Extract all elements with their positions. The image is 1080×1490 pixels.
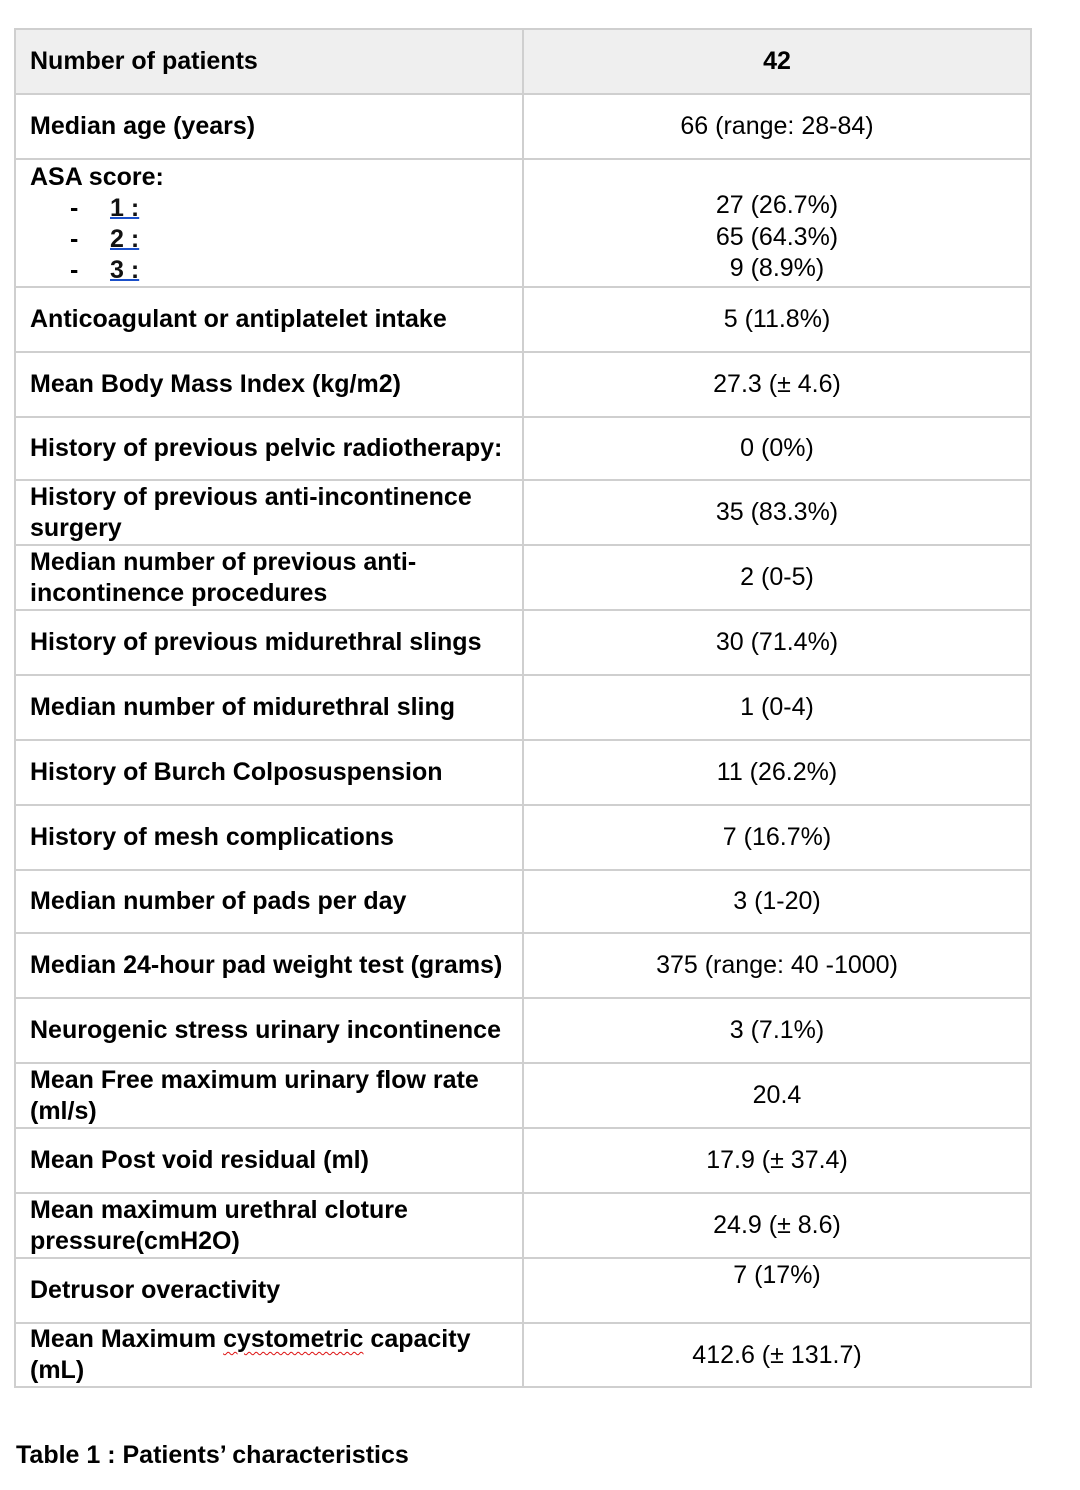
row-label: Mean maximum urethral cloture pressure(cmH2O): [15, 1193, 523, 1258]
row-value: 1 (0-4): [523, 675, 1031, 740]
asa-item: [30, 193, 508, 224]
row-label: Median number of previous anti-incontinence procedures: [15, 545, 523, 610]
row-label: Median 24-hour pad weight test (grams): [15, 933, 523, 998]
row-value: 30 (71.4%): [523, 610, 1031, 675]
row-label-part: capacity (mL): [30, 1325, 471, 1384]
table-row: [15, 933, 1031, 998]
row-label: History of mesh complications: [15, 805, 523, 870]
table-header-row: [15, 29, 1031, 94]
header-label: Number of patients: [15, 29, 523, 94]
asa-item-3-value: 9 (8.9%): [729, 254, 825, 282]
row-label: Median age (years): [15, 94, 523, 159]
row-label: Anticoagulant or antiplatelet intake: [15, 287, 523, 352]
table-row: [15, 610, 1031, 675]
table-row: [15, 998, 1031, 1063]
asa-item-1-label[interactable]: 1 :: [110, 194, 140, 222]
asa-item: [30, 255, 508, 286]
patient-characteristics-table: [14, 28, 1032, 1388]
asa-item-1-value: 27 (26.7%): [715, 191, 839, 219]
spellcheck-word: cystometric: [223, 1325, 364, 1353]
row-label: History of previous pelvic radiotherapy:: [15, 417, 523, 480]
row-value: 3 (1-20): [523, 870, 1031, 933]
asa-item: [30, 224, 508, 255]
table-row: [15, 870, 1031, 933]
table-row: [15, 417, 1031, 480]
table-row: [15, 1128, 1031, 1193]
asa-score-label: ASA score:: [30, 163, 164, 191]
row-label: Detrusor overactivity: [15, 1258, 523, 1323]
table-row: [15, 675, 1031, 740]
row-label: Median number of midurethral sling: [15, 675, 523, 740]
asa-item-2-value: 65 (64.3%): [715, 222, 839, 251]
table-row: [15, 287, 1031, 352]
row-label-part: Mean Maximum: [30, 1325, 224, 1353]
table-row-asa-score: [15, 159, 1031, 287]
row-value: 35 (83.3%): [523, 480, 1031, 545]
table-row: [15, 545, 1031, 610]
row-label: History of previous midurethral slings: [15, 610, 523, 675]
header-value: 42: [523, 29, 1031, 94]
table-row: [15, 805, 1031, 870]
table-row: [15, 480, 1031, 545]
row-label: [15, 1323, 523, 1387]
row-value: 375 (range: 40 -1000): [523, 933, 1031, 998]
asa-score-values: [523, 159, 1031, 287]
asa-item-3-label[interactable]: 3 :: [110, 256, 140, 284]
asa-score-cell: [15, 159, 523, 287]
table-row: [15, 352, 1031, 417]
table-row: [15, 94, 1031, 159]
row-value: 24.9 (± 8.6): [523, 1193, 1031, 1258]
row-value: 7 (16.7%): [523, 805, 1031, 870]
row-value: 5 (11.8%): [523, 287, 1031, 352]
row-label: Mean Free maximum urinary flow rate (ml/s): [15, 1063, 523, 1128]
list-dash: -: [70, 225, 79, 253]
row-value: 0 (0%): [523, 417, 1031, 480]
list-dash: -: [70, 194, 79, 222]
row-label: History of Burch Colposuspension: [15, 740, 523, 805]
row-label: Mean Body Mass Index (kg/m2): [15, 352, 523, 417]
row-value: 11 (26.2%): [523, 740, 1031, 805]
list-dash: -: [70, 256, 79, 284]
row-value: 20.4: [523, 1063, 1031, 1128]
asa-item-2-label[interactable]: 2 :: [110, 225, 140, 253]
table-row: [15, 1258, 1031, 1323]
row-value: 27.3 (± 4.6): [523, 352, 1031, 417]
row-value: 17.9 (± 37.4): [523, 1128, 1031, 1193]
row-label: Neurogenic stress urinary incontinence: [15, 998, 523, 1063]
table-row: [15, 1193, 1031, 1258]
row-value: 3 (7.1%): [523, 998, 1031, 1063]
table-row: [15, 740, 1031, 805]
table-row: [15, 1063, 1031, 1128]
row-value: 2 (0-5): [523, 545, 1031, 610]
row-value: 7 (17%): [523, 1258, 1031, 1323]
table-row: [15, 1323, 1031, 1387]
table-caption: Table 1 : Patients’ characteristics: [16, 1441, 409, 1469]
row-value: 66 (range: 28-84): [523, 94, 1031, 159]
row-value: 412.6 (± 131.7): [523, 1323, 1031, 1387]
row-label: Median number of pads per day: [15, 870, 523, 933]
row-label: Mean Post void residual (ml): [15, 1128, 523, 1193]
row-label: History of previous anti-incontinence surgery: [15, 480, 523, 545]
